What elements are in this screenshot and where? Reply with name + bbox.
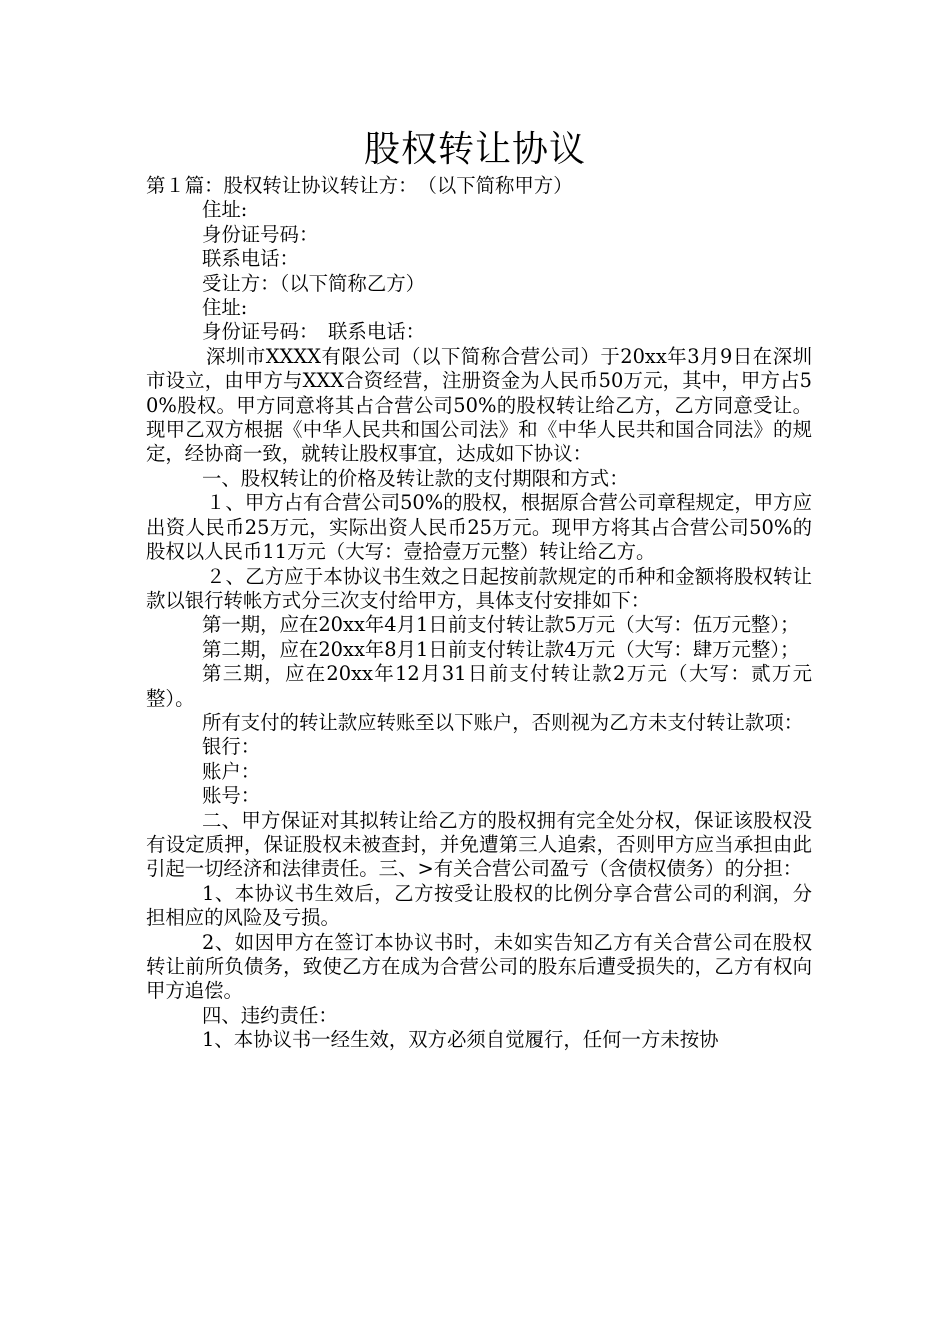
paragraph: 账户： — [202, 759, 261, 783]
paragraph: 账号： — [202, 784, 261, 808]
paragraph: １、甲方占有合营公司50%的股权，根据原合营公司章程规定，甲方应出资人民币25万元，实际出资人民币25万元。现甲方将其占合营公司50%的股权以人民币11万元（大写：壹拾壹万元整）转让给乙方。 — [146, 491, 812, 564]
paragraph: 所有支付的转让款应转账至以下账户，否则视为乙方未支付转让款项： — [202, 710, 804, 734]
paragraph: ２、乙方应于本协议书生效之日起按前款规定的币种和金额将股权转让款以银行转帐方式分三次支付给甲方，具体支付安排如下： — [146, 564, 812, 612]
paragraph: 银行： — [202, 735, 261, 759]
paragraph: 四、违约责任： — [202, 1003, 338, 1027]
paragraph: 住址: — [202, 296, 248, 320]
paragraph: 身份证号码： 联系电话： — [202, 320, 425, 344]
paragraph: 受让方：（以下简称乙方） — [202, 271, 425, 295]
document-body — [146, 174, 812, 1053]
paragraph: 二、甲方保证对其拟转让给乙方的股权拥有完全处分权，保证该股权没有设定质押，保证股权未被查封，并免遭第三人追索，否则甲方应当承担由此引起一切经济和法律责任。三、>有关合营公司盈亏（含债权债务）的分担： — [146, 808, 812, 881]
paragraph: 1、本协议书一经生效，双方必须自觉履行，任何一方未按协 — [202, 1028, 719, 1052]
paragraph: 一、股权转让的价格及转让款的支付期限和方式： — [202, 466, 629, 490]
paragraph: 第三期，应在20xx年12月31日前支付转让款2万元（大写：贰万元整）。 — [146, 662, 812, 710]
document-title: 股权转让协议 — [363, 129, 586, 170]
paragraph: 住址: — [202, 198, 248, 222]
paragraph: 第１篇：股权转让协议转让方： （以下简称甲方） — [146, 174, 573, 197]
paragraph: 深圳市XXXX有限公司（以下简称合营公司）于20xx年3月9日在深圳市设立，由甲方与XXX合资经营，注册资金为人民币50万元，其中，甲方占50%股权。甲方同意将其占合营公司50%的股权转让给乙方，乙方同意受让。现甲乙双方根据《中华人民共和国公司法》和《中华人民共和国合同法》的规定，经协商一致，就转让股权事宜，达成如下协议： — [146, 344, 812, 466]
paragraph: 身份证号码： — [202, 222, 319, 246]
paragraph: 1、本协议书生效后，乙方按受让股权的比例分享合营公司的利润，分担相应的风险及亏损。 — [146, 881, 812, 930]
paragraph: 第二期，应在20xx年8月1日前支付转让款4万元（大写：肆万元整）； — [202, 637, 800, 661]
paragraph: 2、如因甲方在签订本协议书时，未如实告知乙方有关合营公司在股权转让前所负债务，致使乙方在成为合营公司的股东后遭受损失的，乙方有权向甲方追偿。 — [146, 930, 812, 1003]
paragraph: 第一期，应在20xx年4月1日前支付转让款5万元（大写：伍万元整）； — [202, 613, 800, 637]
paragraph: 联系电话： — [202, 247, 299, 271]
